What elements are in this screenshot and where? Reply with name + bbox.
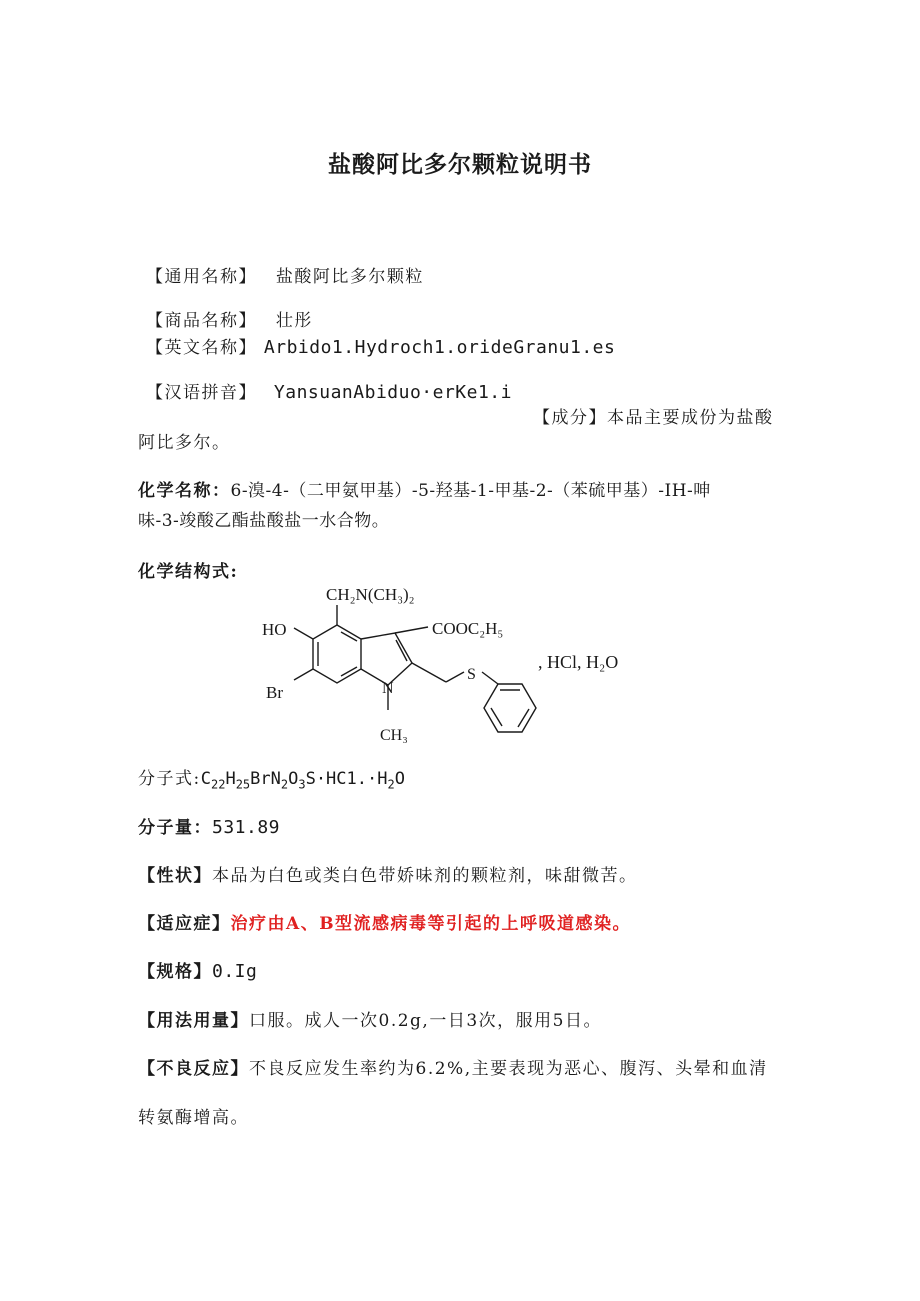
pinyin-value: YansuanAbiduo·erKe1.i <box>273 382 512 403</box>
salt-hydrate-label: , HCl, H₂O <box>538 652 619 672</box>
molecular-formula-value <box>200 769 405 792</box>
pinyin-label: 【汉语拼音】 <box>146 383 257 403</box>
adverse-reactions-continued: 转氨酶增高。 <box>138 1108 249 1128</box>
molecular-weight-label: 分子量： <box>138 818 212 838</box>
molecular-formula-row <box>138 764 405 791</box>
formula-subscript: 22 <box>210 777 226 792</box>
indications-label: 【适应症】 <box>138 914 231 934</box>
english-name-value: Arbido1.Hydroch1.orideGranu1.es <box>263 337 616 358</box>
specification-row <box>138 957 257 982</box>
formula-subscript: 3 <box>298 777 306 792</box>
ingredients-row <box>533 403 774 428</box>
sulfur-atom: S <box>467 666 476 683</box>
indications-value: 治疗由A、B型流感病毒等引起的上呼吸道感染。 <box>230 914 632 934</box>
ingredients-label: 【成分】 <box>533 408 607 428</box>
specification-label: 【规格】 <box>138 962 212 982</box>
trade-name-value: 壮彤 <box>275 311 313 331</box>
formula-part: BrN <box>250 769 281 789</box>
dosage-row <box>138 1006 602 1031</box>
chemical-name-continued: 味-3-竣酸乙酯盐酸盐一水合物。 <box>138 511 390 531</box>
adverse-reactions-row <box>138 1054 768 1079</box>
english-name-row <box>146 333 615 358</box>
properties-value: 本品为白色或类白色带娇味剂的颗粒剂，味甜微苦。 <box>212 866 638 886</box>
chemical-name-row <box>138 476 711 501</box>
formula-part: O <box>288 769 299 789</box>
chemical-structure-diagram <box>250 580 680 750</box>
english-name-label: 【英文名称】 <box>146 338 257 358</box>
ingredients-continued: 阿比多尔。 <box>138 433 231 453</box>
indications-row <box>138 909 631 934</box>
formula-part: S·HC1.·H <box>305 769 388 789</box>
properties-label: 【性状】 <box>138 866 212 886</box>
formula-part: C <box>200 769 211 789</box>
generic-name-value: 盐酸阿比多尔颗粒 <box>275 267 424 287</box>
properties-row <box>138 861 638 886</box>
document-title: 盐酸阿比多尔颗粒说明书 <box>328 152 592 178</box>
ethyl-ester-group: COOC₂H₅ <box>432 619 504 638</box>
nitrogen-atom: N <box>382 680 394 697</box>
formula-subscript: 25 <box>235 777 251 792</box>
specification-value: 0.Ig <box>212 961 258 982</box>
formula-subscript: 2 <box>280 777 289 792</box>
pinyin-row <box>146 378 512 403</box>
n-methyl-group: CH₃ <box>380 727 408 744</box>
generic-name-label: 【通用名称】 <box>146 267 257 287</box>
dosage-value: 口服。成人一次0.2g,一日3次，服用5日。 <box>249 1011 602 1031</box>
adverse-reactions-value: 不良反应发生率约为6.2%,主要表现为恶心、腹泻、头晕和血清 <box>249 1059 768 1079</box>
trade-name-label: 【商品名称】 <box>146 311 257 331</box>
structure-label: 化学结构式: <box>138 562 239 582</box>
molecular-weight-row <box>138 813 280 838</box>
formula-part: O <box>394 769 405 789</box>
hydroxyl-group: HO <box>262 620 287 639</box>
ingredients-value: 本品主要成份为盐酸 <box>607 408 774 428</box>
dimethylaminomethyl-group: CH₂N(CH₃)₂ <box>326 585 415 604</box>
molecular-formula-label: 分子式: <box>138 769 201 789</box>
bromo-group: Br <box>266 683 283 702</box>
formula-part: H <box>225 769 236 789</box>
molecular-weight-value: 531.89 <box>212 817 281 838</box>
chemical-name-label: 化学名称： <box>138 481 231 501</box>
dosage-label: 【用法用量】 <box>138 1011 249 1031</box>
adverse-reactions-label: 【不良反应】 <box>138 1059 249 1079</box>
trade-name-row <box>146 306 313 331</box>
formula-subscript: 2 <box>387 777 395 792</box>
generic-name-row <box>146 262 424 287</box>
chemical-name-value: 6-溴-4-（二甲氨甲基）-5-羟基-1-甲基-2-（苯硫甲基）-IH-呻 <box>230 481 711 501</box>
